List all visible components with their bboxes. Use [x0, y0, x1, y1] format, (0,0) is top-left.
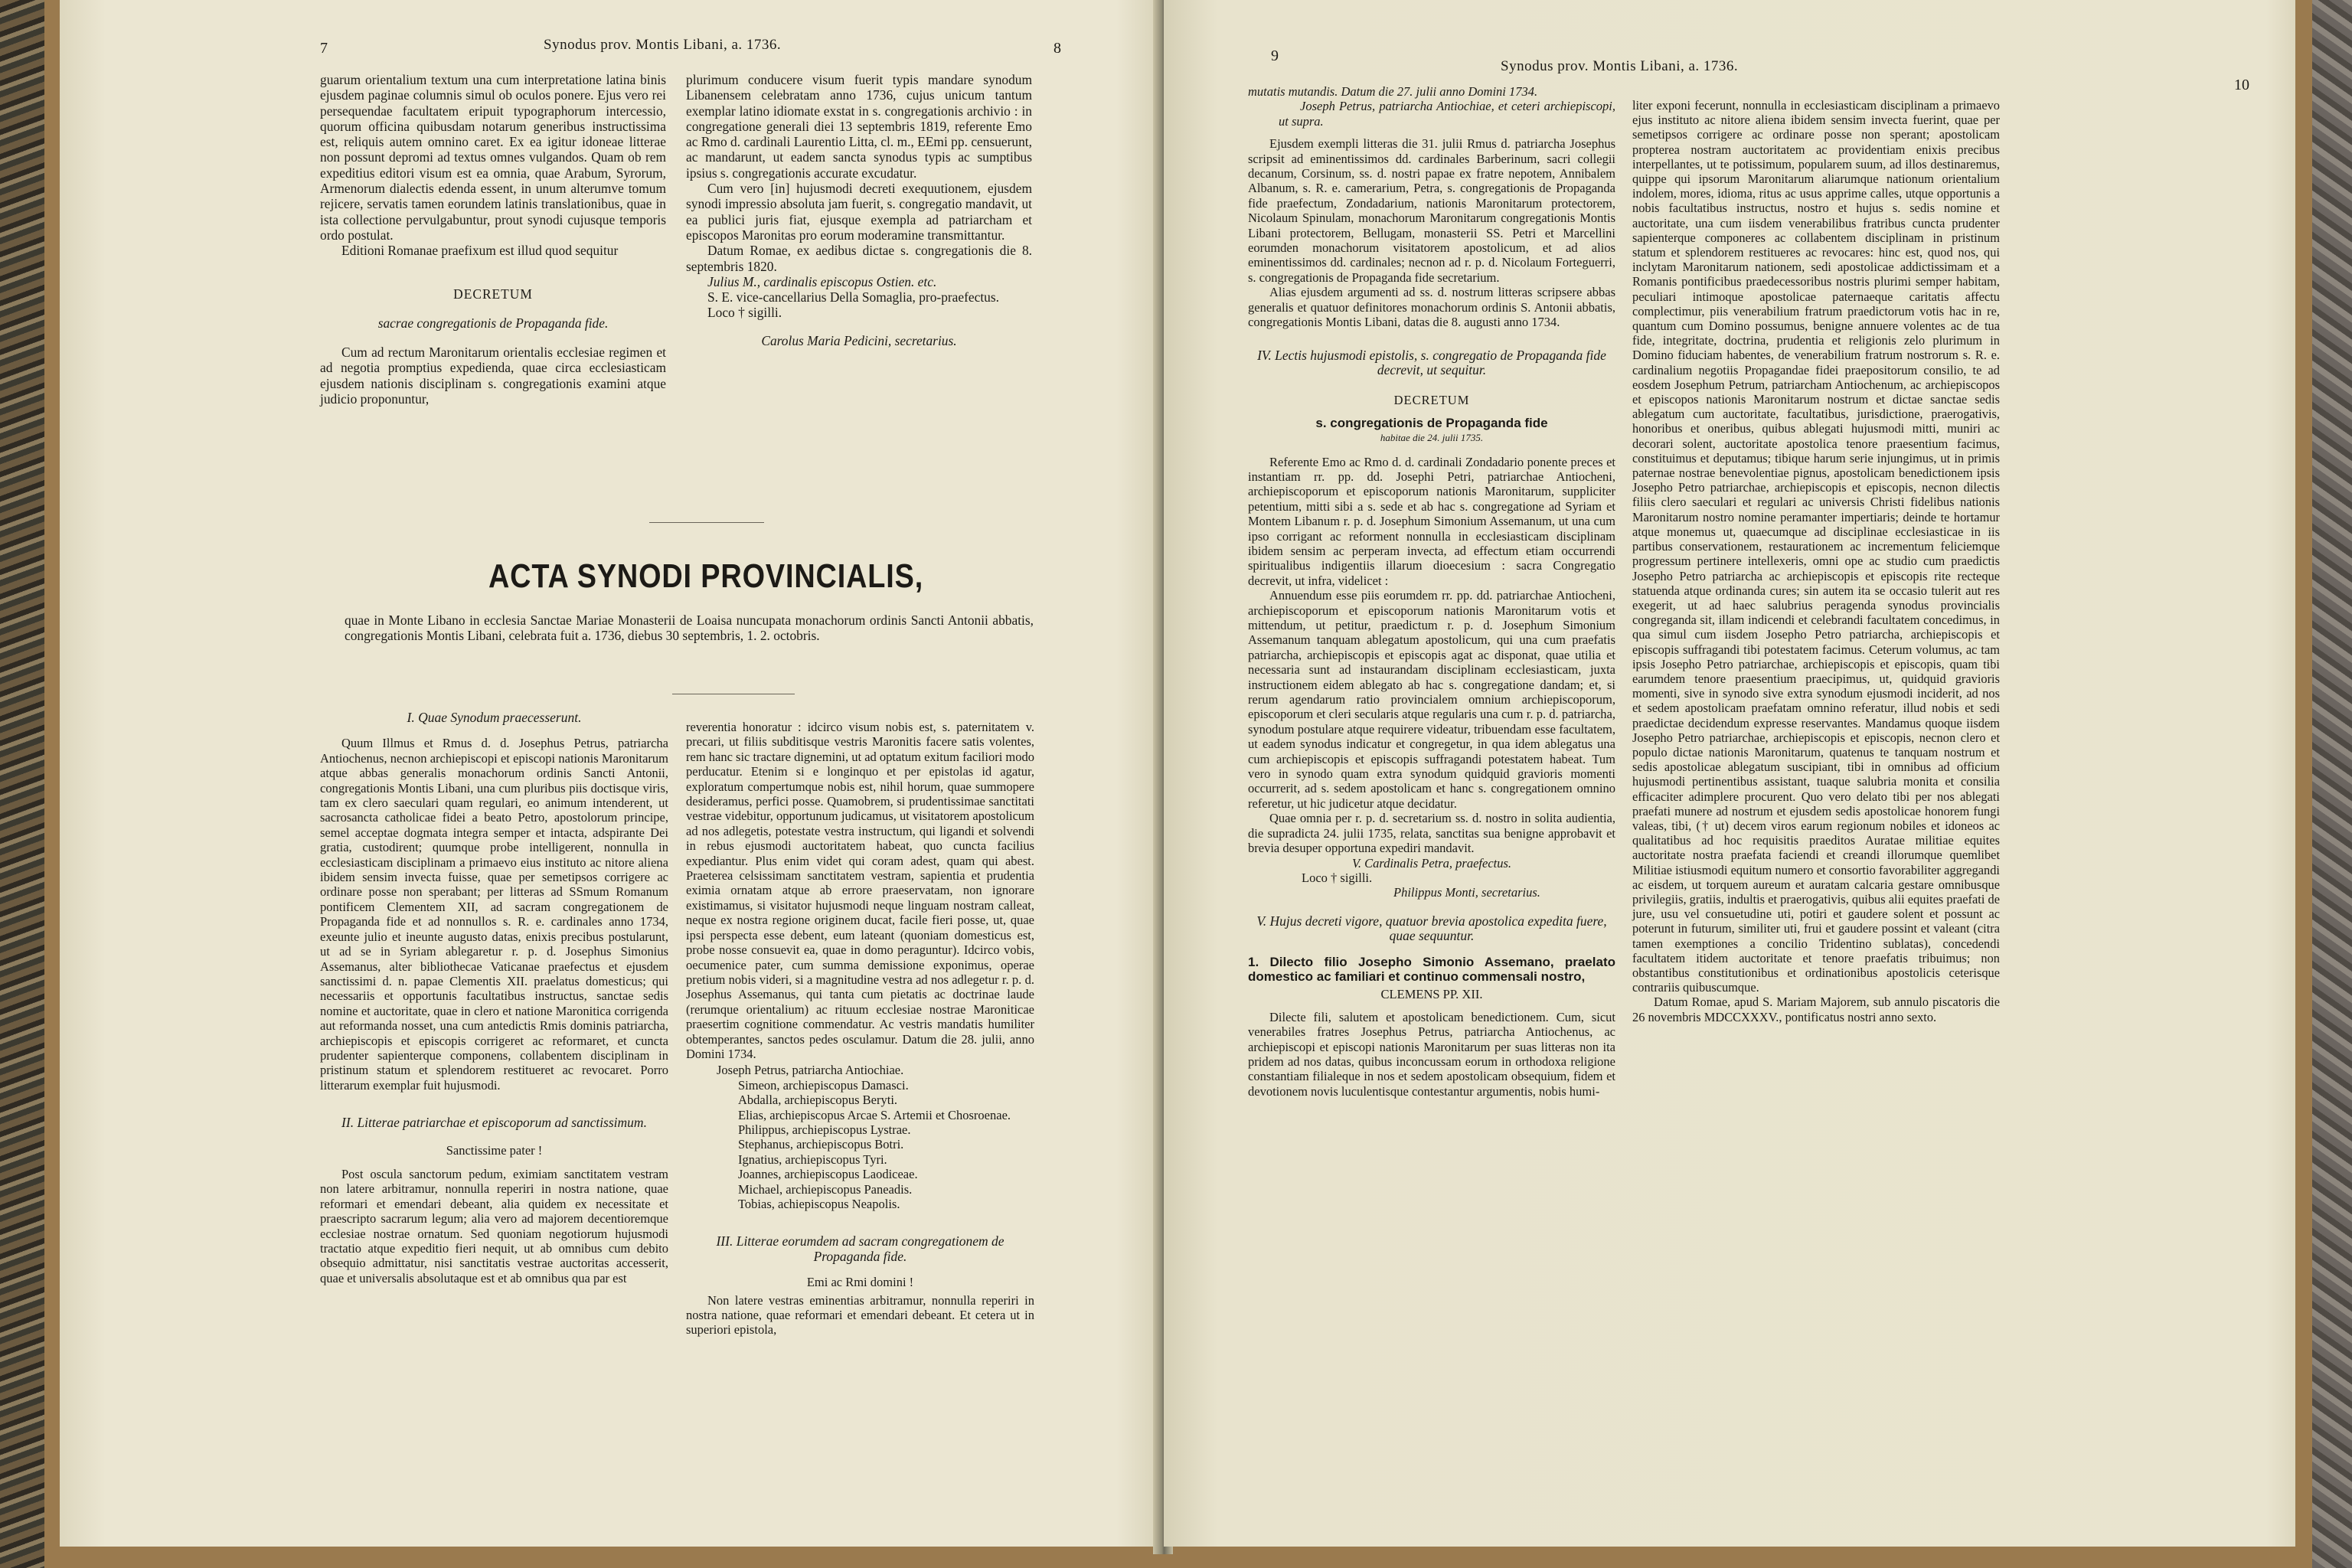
acta-title: ACTA SYNODI PROVINCIALIS,	[488, 557, 924, 595]
paragraph: Referente Emo ac Rmo d. d. cardinali Zondadario ponente preces et instantiam rr. pp. dd. Josephi Petri, patriarchae Antiocheni, archiepiscoporum et episcoporum nationis Maronitarum, suppliciter petentium, mitti sibi a s. sede et ab hac s. congregatione ad Syriam et Montem Libanum r. p. d. Josephum Simonium Assemanum, ut una cum ipso corrigant ac reforment nonnulla in ecclesiasticam disciplinam ibidem sensim ac perperam invecta, ad effectum etiam occurrendi spiritualibus indigentiis illarum dioecesium : sacra Congregatio decrevit, ut infra, videlicet :	[1248, 454, 1615, 588]
signature: Julius M., cardinalis episcopus Ostien. etc.	[707, 273, 937, 289]
list-item: Simeon, archiepiscopus Damasci.	[738, 1077, 909, 1093]
list-item: Joseph Petrus, patriarcha Antiochiae.	[717, 1063, 904, 1078]
acta-subtitle: quae in Monte Libano in ecclesia Sanctae Mariae Monasterii de Loaisa nuncupata monachorum ordinis Sancti Antonii abbatis, congregationis Montis Libani, celebrata fuit a. 1736, diebus 30 septembris, 1. 2. octobris.	[345, 612, 1034, 644]
decretum-title: DECRETUM	[1393, 393, 1470, 408]
list-item: Stephanus, archiepiscopus Botri.	[738, 1137, 904, 1152]
decretum-title: DECRETUM	[453, 286, 533, 302]
list-item: Tobias, achiepiscopus Neapolis.	[738, 1197, 900, 1211]
left-page	[60, 0, 1161, 1547]
right-col-1	[1248, 84, 1615, 1099]
page-number-9: 9	[1271, 47, 1279, 64]
paragraph: Dilecte fili, salutem et apostolicam benedictionem. Cum, sicut venerabiles fratres Josephus Petrus, patriarcha Antiochenus, ac archiepiscopi et episcopi nationis Maronitarum per suas litteras non ita pridem ad nos datas, quibus inconcussam eorum in orthodoxa religione constantiam filialeque in nos et sedem apostolicam obsequium, fidem et devotionem novis luculentisque contestantur argumentis, nobis humi-	[1248, 1009, 1615, 1099]
list-item: Joannes, archiepiscopus Laodiceae.	[738, 1167, 918, 1182]
paragraph: guarum orientalium textum una cum interpretatione latina binis ejusdem paginae columnis simul ob oculos ponere. Ejus vero rei persequendae facultatem eripuit typographorum intercessio, quorum officina quibusdam notarum generibus instructissima est, reliquis autem omnino caret. Ex ea igitur idoneae litterae non possunt depromi ad textus omnes vulgandos. Quam ob rem expeditius editori visum est ea omnia, quae Arabum, Syrorum, Armenorum dialectis edenda essent, in unum alterumve tomum rejicere, servatis tamen eorundem latinis translationibus, quae in ista collectione pervulgabuntur, prout synodi cujusque temporis ordo postulat.	[320, 72, 666, 243]
signature: V. Cardinalis Petra, praefectus.	[1351, 855, 1512, 871]
running-head: Synodus prov. Montis Libani, a. 1736.	[544, 37, 782, 53]
section-title-5: V. Hujus decreti vigore, quatuor brevia apostolica expedita fuere, quae sequuntur.	[1256, 913, 1607, 944]
list-item: Elias, archiepiscopus Arcae S. Artemii et Chosroenae.	[738, 1107, 1011, 1122]
section-title-4: IV. Lectis hujusmodi epistolis, s. congregatio de Propaganda fide decrevit, ut sequitur.	[1257, 347, 1606, 377]
list-item: Abdalla, archiepiscopus Beryti.	[738, 1093, 898, 1108]
left-col-2	[686, 72, 1032, 348]
paragraph: Editioni Romanae praefixum est illud quod sequitur	[341, 243, 619, 259]
page-number-8: 8	[1054, 40, 1061, 57]
left-col-4	[686, 720, 1034, 1338]
signature: S. E. vice-cancellarius Della Somaglia, pro-praefectus.	[707, 289, 999, 305]
desk-right	[2312, 0, 2352, 1568]
right-page	[1164, 0, 2295, 1547]
paragraph: Ejusdem exempli litteras die 31. julii Rmus d. patriarcha Josephus scripsit ad eminentissimos dd. cardinales Barberinum, sacri collegii decanum, Corsinum, ss. d. nostri papae ex fratre nepotem, Annibalem Albanum, s. R. e. camerarium, Petra, s. congregationis de Propaganda fide praefectum, Zondadarium, nationis Maronitarum protectorem, Nicolaum Spinulam, monachorum Maronitarum congregationis Montis Libani protectorem, Bellugam, monasterii SS. Petri et Marcellini eorumden monachorum visitatorem apostolicum, et ad alios eminentissimos dd. cardinales; necnon ad r. p. d. Nicolaum Forteguerri, s. congregationis de Propaganda fide secretarium.	[1248, 136, 1615, 285]
paragraph: mutatis mutandis. Datum die 27. julii anno Domini 1734.	[1248, 84, 1538, 99]
list-item: Ignatius, archiepiscopus Tyri.	[738, 1152, 887, 1167]
left-col-1	[320, 72, 666, 407]
paragraph: liter exponi fecerunt, nonnulla in ecclesiasticam disciplinam a primaevo ejus instituto ac nitore aliena ibidem sensim invecta fuerint, quae per semetipsos corrigere ac ordinare posse non sperant; apostolicam propterea nostram auctoritatem ac providentiam enixis precibus interpellantes, ut te potissimum, popularem suum, ad illos destinaremus, quippe qui ipsorum Maronitarum aliarumque nationum orientalium indolem, mores, idioma, ritus ac usus apprime calles, utque opportunis a nobis facultatibus instructus, nostro et hujus s. sedis nomine et auctoritate, una cum iisdem venerabilibus fratribus cuncta prudenter sapienterque componeres ac collabentem disciplinam in pristinum statum et splendorem restitueres ac revocares: hinc est, quod nos, qui inclytam Maronitarum nationem, sedi apostolicae addictissimam et a Romanis pontificibus praedecessoribus nostris plurimi semper habitam, peculiari intimoque apostolicae paternaeque caritatis affectu complectimur, piis venerabilium fratrum praedictorum votis hac in re, quantum cum Domino possumus, benigne annuere volentes ac de tua fide, integritate, doctrina, prudentia et religionis zelo plurimum in Domino fiduciam habentes, de venerabilium fratrum nostrorum s. R. e. cardinalium negotiis Propagandae fidei praepositorum consilio, te ad eosdem Josephum Petrum, patriarcham Antiochenum, ac archiepiscopos et episcopos nationis Maronitarum nostrum et dictae sanctae sedis ablegatum cum auctoritate, facultatibus, jurisdictione, praerogativis, honoribus et oneribus, quibus ablegati hujusmodi mitti, muniri ac decorari solent, auctoritate apostolica tenore praesentium facimus, constituimus et deputamus; tibique harum serie injungimus, ut in primis paternae nostrae benevolentiae pignus, apostolicam benedictionem ipsis Josepho Petro patriarchae, archiepiscopis et episcopis, necnon dilectis filiis clero saeculari et regulari ac universis Christi fidelibus nationis Maronitarum nostro nomine peramanter impertiaris; deinde te hortamur atque monemus ut, quaecumque ad disciplinae ecclesiasticae in iis partibus conservationem, restaurationem ac incrementum feliciemque progressum pertinere intellexeris, omni ope ac studio cum praedictis Josepho Petro patriarcha ac archiepiscopis et episcopis rite recteque statuenda atque ordinanda cures; sin autem ita se occasio tulerit aut res exegerit, ut ad haec salubrius peragenda synodus provincialis congreganda sit, illam indicendi et celebrandi facultatem concedimus, in qua simul cum iisdem Josepho Petro patriarcha, archiepiscopis et episcopis suffragandi tibi potestatem facimus. Ceterum volumus, ac tam ipsis Josepho Petro patriarchae, archiepiscopis et episcopis, quam tibi earumdem tenore praesentium praecipimus, ut, quidquid gravioris momenti, sive in synodo sive extra synodum ejusmodi inciderit, ad nos et sedem apostolicam praefatam omnino referatur, illud nobis et sedi praedictae decidendum expresse reservantes. Mandamus quoque iisdem Josepho Petro patriarchae, archiepiscopis et episcopis, necnon clero et populo dictae nationis Maronitarum, quatenus te tanquam nostrum et sedis apostolicae ablegatum suscipiant, tibi in omnibus ad officium hujusmodi pertinentibus assistant, tuaque salubria monita et consilia efficaciter adimplere procurent. Quo vero delato tibi per nos ablegati praefati munere ad nostrum et ejusdem sedis apostolicae honorem fungi valeas, tibi, († ut) decem viros earum regionum nobiles et idoneos ac qualitatibus ad hoc requisitis praeditos Auratae militiae equites auctoritate nostra praefata faciendi et creandi illorumque quemlibet Militiae istiusmodi equitum numero et consortio favorabiliter aggregandi ac eisdem, ut torquem aureum et auratam calcaria gestare omnibusque privilegiis, gratiis, indultis et praerogativis, quibus alii equites praefati de jure, usu vel consuetudine uti, potiri et gaudere solent et possunt ac poterunt in futurum, similiter uti, frui et gaudere possint et valeant (citra tamen exemptiones a concilio Tridentino sublatas), concedendi facultatem itidem auctoritate et tenore praefatis tribuimus; non obstantibus constitutionibus et ordinationibus apostolicis ceterisque contrariis quibuscumque.	[1632, 98, 2000, 995]
section-title-3: III. Litterae eorumdem ad sacram congregationem de Propaganda fide.	[716, 1233, 1004, 1264]
signatories-list	[686, 1063, 1034, 1211]
page-number-10: 10	[2234, 77, 2249, 93]
paragraph: plurimum conducere visum fuerit typis mandare synodum Libanensem celebratam anno 1736, cujus unicum tantum exemplar latino idiomate exstat in s. congregationis archivio : in congregatione generali diei 13 septembris 1819, referente Emo ac Rmo d. cardinali Laurentio Litta, cl. m., EEmi pp. censuerunt, ac mandarunt, ut eadem sancta synodus typis ac sumptibus ipsius s. congregationis accurate excudatur.	[686, 72, 1032, 181]
paragraph: Quae omnia per r. p. d. secretarium ss. d. nostro in solita audientia, die supradicta 24. julii 1735, relata, sanctitas sua benigne approbavit et brevia desuper opportuna expediri mandavit.	[1248, 811, 1615, 856]
decretum-date: habitae die 24. julii 1735.	[1380, 432, 1484, 444]
salutation: Emi ac Rmi domini !	[806, 1275, 914, 1290]
paragraph: Cum ad rectum Maronitarum orientalis ecclesiae regimen et ad negotia promptius expedienda, quae circa ecclesiasticam ejusdem nationis disciplinam s. congregationis examini atque judicio proponuntur,	[320, 345, 666, 407]
section-title-1: I. Quae Synodum praecesserunt.	[407, 710, 582, 725]
running-head: Synodus prov. Montis Libani, a. 1736.	[1501, 58, 1739, 74]
seal-line: Loco † sigilli.	[707, 305, 782, 321]
divider	[649, 522, 764, 523]
list-item: Michael, archiepiscopus Paneadis.	[738, 1181, 913, 1197]
secretary-signature: Carolus Maria Pedicini, secretarius.	[761, 332, 957, 348]
paragraph: Datum Romae, ex aedibus dictae s. congregationis die 8. septembris 1820.	[686, 243, 1032, 274]
paragraph: Quum Illmus et Rmus d. d. Josephus Petrus, patriarcha Antiochenus, necnon archiepiscopi et episcopi nationis Maronitarum atque abbas generalis monachorum ordinis Sancti Antonii, congregationis Montis Libani, una cum pluribus piis doctisque viris, tam ex clero saeculari quam regulari, eo animum intenderent, ut sacrosancta catholicae fidei a beato Petro, apostolorum principe, semel acceptae dogmata integra semper et intacta, adspirante Dei gratia, custodirent; quumque probe intelligerent, nonnulla in ecclesiasticam disciplinam a primaevo eius instituto ac nitore aliena ibidem sensim invecta fuisse, quae per semetipsos corrigere ac ordinare posse non sperabant; per litteras ad SSmum Romanum pontificem Clementem XII, ad sacram congregationem de Propaganda fide et ad nonnullos s. R. e. cardinales anno 1734, exeunte julio et ineunte augusto datas, enixis precibus postularunt, ut ad se in Syriam ablegaretur r. p. d. Josephus Simonius Assemanus, alter bibliothecae Vaticanae praefectus et ejusdem sanctissimi d. n. papae Clementis XII. praelatus domesticus; qui necessariis et opportunis facultatibus instructus, sanctae sedis nomine et auctoritate, quae in clero et natione Maronitica corrigenda aut reformanda nosset, una cum antedictis Rmis dominis patriarcha, archiepiscopis et episcopis corrigeret ac reformaret, et cuncta prudenter sapienterque componens, collabentem disciplinam in pristinum statum et splendorem restitueret ac revocaret. Porro litterarum exemplar fuit hujusmodi.	[320, 736, 668, 1093]
signature: Joseph Petrus, patriarcha Antiochiae, et ceteri archiepiscopi, ut supra.	[1279, 99, 1615, 129]
pope-name: CLEMENS PP. XII.	[1380, 987, 1483, 1002]
paragraph: Alias ejusdem argumenti ad ss. d. nostrum litteras scripsere abbas generalis et quatuor definitores monachorum ordinis S. Antonii abbatis, congregationis Montis Libani, datas die 8. augusti anno 1734.	[1248, 285, 1615, 330]
paragraph: Datum Romae, apud S. Mariam Majorem, sub annulo piscatoris die 26 novembris MDCCXXXV., pontificatus nostri anno sexto.	[1632, 995, 2000, 1024]
decretum-subtitle: sacrae congregationis de Propaganda fide.	[377, 315, 609, 331]
page-number-7: 7	[320, 40, 328, 57]
right-col-2	[1632, 98, 2000, 1024]
brief-heading: 1. Dilecto filio Josepho Simonio Assemano, praelato domestico ac familiari et continuo commensali nostro,	[1248, 954, 1615, 984]
list-item: Philippus, archiepiscopus Lystrae.	[738, 1122, 911, 1137]
seal-line: Loco † sigilli.	[1302, 870, 1373, 885]
salutation: Sanctissime pater !	[446, 1142, 543, 1158]
carpet-left	[0, 0, 44, 1568]
paragraph: Post oscula sanctorum pedum, eximiam sanctitatem vestram non latere arbitramur, nonnulla reperiri in nostra natione, quae reformari et emendari debeant, alia quidem ex necessitate et praescripto sacrarum legum; alia vero ad majorem decentioremque ecclesiae nostrae ornatum. Sed quoniam negotiorum hujusmodi tractatio atque expeditio fieri nequit, ut ab omnibus cum debito obsequio admittatur, nisi sanctitatis vestrae auctoritas accesserit, quae et universalis absolutaque est et ab omnibus qua par est	[320, 1166, 668, 1285]
decretum-subtitle: s. congregationis de Propaganda fide	[1315, 415, 1548, 430]
paragraph: Non latere vestras eminentias arbitramur, nonnulla reperiri in nostra natione, quae reformari et emendari debeant. Et cetera ut in superiori epistola,	[686, 1292, 1034, 1338]
left-col-3	[320, 710, 668, 1285]
signature: Philippus Monti, secretarius.	[1393, 885, 1540, 900]
paragraph: Cum vero [in] hujusmodi decreti exequutionem, ejusdem synodi impressio absoluta jam fuerit, s. congregatio mandavit, ut ea publici juris fiat, ejusque exempla ad patriarcham et episcopos Maronitas pro eorum moderamine transmittantur.	[686, 181, 1032, 243]
section-title-2: II. Litterae patriarchae et episcoporum ad sanctissimum.	[341, 1115, 647, 1131]
paragraph: Annuendum esse piis eorumdem rr. pp. dd. patriarchae Antiocheni, archiepiscoporum et episcoporum nationis Maronitarum votis et mittendum, ut petitur, praedictum r. p. d. Josephum Simonium Assemanum tanquam ablegatum apostolicum, qui una cum praefatis patriarcha, archiepiscopis et episcopis agat ac disponat, quae utilia et necessaria sunt ad instaurandam disciplinam ecclesiasticam, juxta instructionem eidem ablegato ab hac s. congregatione dandam; et, si rerum agendarum ratio provincialem omnium archiepiscoporum, episcoporum et cleri secularis atque regularis una cum r. p. d. patriarcha, synodum postulare atque requirere videatur, tribuendam esse facultatem, ut eadem synodus indicatur et congregetur, in qua idem ablegatus una cum archiepiscopis et episcopis suffragandi potestatem habeat. Tum vero in synodo quam extra synodum quidquid gravioris momenti occurrerit, ad s. sedem apostolicam et hanc s. congregationem omnino referetur, ut hic judicetur atque decidatur.	[1248, 588, 1615, 811]
paragraph: reverentia honoratur : idcirco visum nobis est, s. paternitatem v. precari, ut filiis subditisque vestris Maronitis facere satis volentes, rem hanc sic tractare dignemini, ut ad optatum exitum faciliori modo perducatur. Etenim si e longinquo et per epistolas id agatur, exploratum compertumque nobis est, nihil horum, quae summopere desideramus, perfici posse. Quamobrem, si prudentissimae sanctitati vestrae videbitur, opportunum judicamus, ut visitatorem apostolicum ad nos adlegetis, potestate vestra instructum, qui ligandi et solvendi in rebus ejusmodi auctoritatem habeat, quo cuncta facilius expediantur. Plus enim videt qui coram adest, quam qui abest. Praeterea celsissimam sanctitatem vestram, sapientia et prudentia eximia ornatam atque ab errore praeservatam, non ignorare existimamus, si visitator hujusmodi neque linguam nostram calleat, neque ex nostra regione originem ducat, facile fieri posse, ut, quae ipsi perspecta esse debent, eum lateant (quoniam domesticus est, probe nosse consuevit ea, quae in domo peraguntur). Idcirco vobis, oecumenice pater, cum summa demissione exponimus, operae pretium nobis videri, si a magnitudine vestra ad nos adlegetur r. p. d. Josephus Assemanus, qui tanta cum pietatis ac doctrinae laude (rerumque orientalium) ac rituum ecclesiae nostrae Maroniticae praesertim cognitione commendatur. Ac vestris mandatis humiliter obtemperantes, sanctos pedes osculamur. Datum die 28. julii, anno Domini 1734.	[686, 720, 1034, 1061]
